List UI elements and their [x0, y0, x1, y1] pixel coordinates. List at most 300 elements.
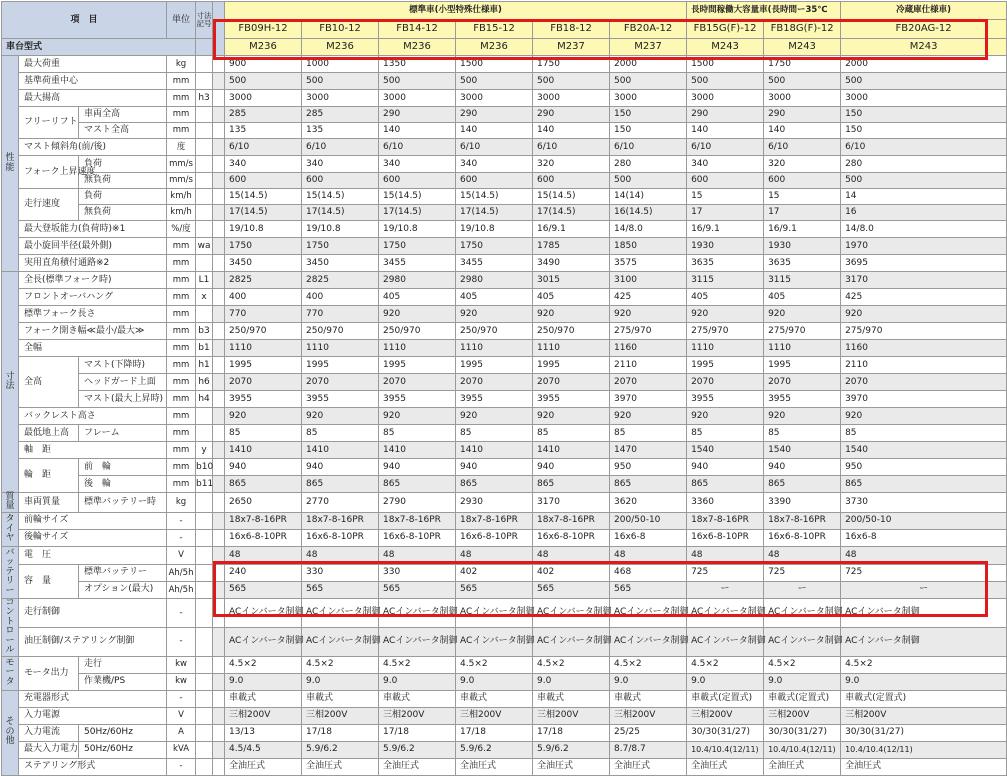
cell-value: 500: [610, 73, 687, 90]
row-item-label: 基準荷重中心: [19, 73, 167, 90]
row-sub-label: ヘッドガード上面: [79, 374, 167, 391]
cell-value: 940: [456, 459, 533, 476]
cell-value: 1110: [225, 340, 302, 357]
cell-value: 16/9.1: [687, 221, 764, 238]
chassis-code-blank: [196, 39, 213, 56]
row-sub-label: 後 輪: [79, 476, 167, 493]
cell-value: 565: [225, 581, 302, 598]
table-row: [2, 73, 1007, 90]
cell-value: 6/10: [225, 139, 302, 156]
cell-value: 425: [841, 289, 1007, 306]
cell-value: 1110: [456, 340, 533, 357]
cell-value: 三相200V: [225, 707, 302, 724]
row-dim-code: b3: [196, 323, 213, 340]
cell-value: 85: [610, 425, 687, 442]
row-gap: [213, 205, 225, 221]
row-sub-label: オプション(最大): [79, 581, 167, 598]
cell-value: 5.9/6.2: [379, 741, 456, 758]
row-dim-code: [196, 156, 213, 173]
cell-value: 2070: [533, 374, 610, 391]
row-item-label: 容 量: [19, 564, 79, 598]
cell-value: 290: [533, 107, 610, 123]
cell-value: 3955: [456, 391, 533, 408]
row-unit: mm/s: [167, 156, 196, 173]
cell-value: 30/30(31/27): [687, 724, 764, 741]
cell-value: 4.5×2: [610, 656, 687, 673]
cell-value: 1930: [687, 238, 764, 255]
cell-value: 全油圧式: [610, 758, 687, 775]
cell-value: 135: [302, 123, 379, 139]
cell-value: 4.5×2: [379, 656, 456, 673]
cell-value: 920: [533, 408, 610, 425]
cell-value: 920: [533, 306, 610, 323]
cell-value: 3000: [841, 90, 1007, 107]
chassis-7: M243: [764, 39, 841, 56]
cell-value: 9.0: [687, 673, 764, 690]
row-sub-label: マスト(下降時): [79, 357, 167, 374]
chassis-3: M236: [456, 39, 533, 56]
cell-value: 車載式: [456, 690, 533, 707]
row-unit: V: [167, 707, 196, 724]
table-row: [2, 707, 1007, 724]
cell-value: 865: [302, 476, 379, 493]
cell-value: 402: [456, 564, 533, 581]
table-row: [2, 173, 1007, 189]
cell-value: 4.5×2: [302, 656, 379, 673]
cell-value: 330: [302, 564, 379, 581]
cell-value: 400: [302, 289, 379, 306]
cell-value: 1000: [302, 56, 379, 73]
model-6: FB15G(F)-12: [687, 20, 764, 39]
cell-value: ACインバータ制御: [456, 598, 533, 627]
row-item-label: 走行制御: [19, 598, 167, 627]
cell-value: 2790: [379, 493, 456, 513]
chassis-label: 車台型式: [2, 39, 196, 56]
cell-value: 500: [841, 73, 1007, 90]
cell-value: 1160: [610, 340, 687, 357]
cell-value: 10.4/10.4(12/11): [687, 741, 764, 758]
row-gap: [213, 221, 225, 238]
cell-value: 85: [764, 425, 841, 442]
cell-value: 500: [841, 173, 1007, 189]
cell-value: 25/25: [610, 724, 687, 741]
row-unit: mm: [167, 425, 196, 442]
cell-value: ACインバータ制御: [302, 598, 379, 627]
row-dim-code: [196, 139, 213, 156]
row-gap: [213, 758, 225, 775]
model-4: FB18-12: [533, 20, 610, 39]
cell-value: 725: [841, 564, 1007, 581]
section-performance: 性 能: [2, 56, 19, 272]
cell-value: ACインバータ制御: [841, 598, 1007, 627]
cell-value: 4.5×2: [533, 656, 610, 673]
group-standard: 標準車(小型特殊仕様車): [225, 2, 687, 20]
row-unit: 度: [167, 139, 196, 156]
row-unit: mm: [167, 323, 196, 340]
cell-value: 1410: [225, 442, 302, 459]
row-item-label: モータ出力: [19, 656, 79, 690]
row-gap: [213, 581, 225, 598]
row-unit: km/h: [167, 205, 196, 221]
cell-value: 6/10: [533, 139, 610, 156]
cell-value: 16x6-8-10PR: [533, 529, 610, 546]
cell-value: 1540: [764, 442, 841, 459]
cell-value: 3170: [533, 493, 610, 513]
row-gap: [213, 56, 225, 73]
cell-value: 18x7-8-16PR: [533, 512, 610, 529]
cell-value: 14/8.0: [610, 221, 687, 238]
cell-value: 865: [610, 476, 687, 493]
row-sub-label: 作業機/PS: [79, 673, 167, 690]
cell-value: 18x7-8-16PR: [225, 512, 302, 529]
cell-value: 140: [533, 123, 610, 139]
cell-value: 865: [456, 476, 533, 493]
row-dim-code: b10: [196, 459, 213, 476]
table-row: [2, 476, 1007, 493]
row-dim-code: x: [196, 289, 213, 306]
cell-value: 405: [764, 289, 841, 306]
cell-value: 1995: [764, 357, 841, 374]
cell-value: 85: [533, 425, 610, 442]
row-dim-code: [196, 173, 213, 189]
cell-value: 2650: [225, 493, 302, 513]
row-sub-label: 負荷: [79, 189, 167, 205]
row-item-label: 全幅: [19, 340, 167, 357]
row-unit: -: [167, 529, 196, 546]
cell-value: 三相200V: [456, 707, 533, 724]
cell-value: 865: [533, 476, 610, 493]
cell-value: 9.0: [302, 673, 379, 690]
cell-value: 9.0: [533, 673, 610, 690]
cell-value: 920: [610, 408, 687, 425]
cell-value: 920: [379, 408, 456, 425]
row-gap: [213, 707, 225, 724]
cell-value: 3635: [764, 255, 841, 272]
cell-value: 920: [687, 306, 764, 323]
table-row: [2, 564, 1007, 581]
cell-value: 30/30(31/27): [764, 724, 841, 741]
cell-value: ー: [841, 581, 1007, 598]
group-freezer: 冷蔵庫仕様車): [841, 2, 1007, 20]
cell-value: 2070: [841, 374, 1007, 391]
cell-value: 18x7-8-16PR: [379, 512, 456, 529]
cell-value: 240: [225, 564, 302, 581]
cell-value: 48: [610, 546, 687, 564]
row-sub-label: 前 輪: [79, 459, 167, 476]
section-dimensions: 寸 法: [2, 272, 19, 493]
row-dim-code: [196, 758, 213, 775]
cell-value: 865: [764, 476, 841, 493]
cell-value: 全油圧式: [456, 758, 533, 775]
row-item-label: 実用直角積付通路※2: [19, 255, 167, 272]
cell-value: 770: [225, 306, 302, 323]
cell-value: 565: [610, 581, 687, 598]
table-row: [2, 323, 1007, 340]
row-item-label: 最大登坂能力(負荷時)※1: [19, 221, 167, 238]
cell-value: 3000: [687, 90, 764, 107]
row-unit: mm: [167, 90, 196, 107]
cell-value: 4.5×2: [841, 656, 1007, 673]
cell-value: 3015: [533, 272, 610, 289]
row-unit: mm: [167, 391, 196, 408]
cell-value: 19/10.8: [456, 221, 533, 238]
cell-value: 468: [610, 564, 687, 581]
cell-value: ACインバータ制御: [687, 627, 764, 656]
row-unit: mm: [167, 123, 196, 139]
unit-header: 単位: [167, 2, 196, 39]
cell-value: 1410: [533, 442, 610, 459]
cell-value: 340: [379, 156, 456, 173]
row-dim-code: b11: [196, 476, 213, 493]
cell-value: 600: [302, 173, 379, 189]
cell-value: 920: [841, 408, 1007, 425]
row-dim-code: wa: [196, 238, 213, 255]
cell-value: 865: [379, 476, 456, 493]
cell-value: 3450: [225, 255, 302, 272]
cell-value: 2980: [379, 272, 456, 289]
row-unit: %/度: [167, 221, 196, 238]
row-dim-code: [196, 73, 213, 90]
cell-value: 車載式: [379, 690, 456, 707]
cell-value: 565: [379, 581, 456, 598]
cell-value: 250/970: [302, 323, 379, 340]
cell-value: 18x7-8-16PR: [687, 512, 764, 529]
table-row: [2, 90, 1007, 107]
cell-value: 320: [533, 156, 610, 173]
cell-value: 1970: [841, 238, 1007, 255]
cell-value: 48: [302, 546, 379, 564]
cell-value: 48: [379, 546, 456, 564]
table-row: [2, 238, 1007, 255]
table-row: [2, 459, 1007, 476]
row-unit: kVA: [167, 741, 196, 758]
cell-value: 19/10.8: [379, 221, 456, 238]
cell-value: 車載式: [302, 690, 379, 707]
cell-value: 19/10.8: [302, 221, 379, 238]
spec-table: [1, 1, 1007, 776]
cell-value: 4.5×2: [225, 656, 302, 673]
row-dim-code: [196, 306, 213, 323]
cell-value: 290: [379, 107, 456, 123]
cell-value: 920: [302, 408, 379, 425]
cell-value: 3955: [533, 391, 610, 408]
cell-value: 425: [610, 289, 687, 306]
model-3: FB15-12: [456, 20, 533, 39]
cell-value: 3455: [456, 255, 533, 272]
row-dim-code: [196, 56, 213, 73]
row-item-label: 全長(標準フォーク時): [19, 272, 167, 289]
cell-value: 1995: [302, 357, 379, 374]
row-unit: Ah/5h: [167, 581, 196, 598]
cell-value: 16x6-8-10PR: [379, 529, 456, 546]
cell-value: 500: [764, 73, 841, 90]
cell-value: 4.5×2: [764, 656, 841, 673]
cell-value: 2070: [225, 374, 302, 391]
cell-value: 3955: [764, 391, 841, 408]
cell-value: 3000: [610, 90, 687, 107]
row-gap: [213, 289, 225, 306]
table-row: [2, 374, 1007, 391]
row-item-label: マスト傾斜角(前/後): [19, 139, 167, 156]
cell-value: 3170: [841, 272, 1007, 289]
cell-value: 3000: [456, 90, 533, 107]
cell-value: 565: [302, 581, 379, 598]
cell-value: 940: [379, 459, 456, 476]
cell-value: 1410: [456, 442, 533, 459]
cell-value: 15(14.5): [456, 189, 533, 205]
cell-value: 2000: [610, 56, 687, 73]
cell-value: 16x6-8-10PR: [456, 529, 533, 546]
cell-value: 1750: [225, 238, 302, 255]
row-gap: [213, 391, 225, 408]
cell-value: 600: [379, 173, 456, 189]
cell-value: 30/30(31/27): [841, 724, 1007, 741]
cell-value: 16/9.1: [764, 221, 841, 238]
row-dim-code: [196, 724, 213, 741]
model-7: FB18G(F)-12: [764, 20, 841, 39]
cell-value: 16x6-8-10PR: [764, 529, 841, 546]
table-row: [2, 546, 1007, 564]
cell-value: 5.9/6.2: [533, 741, 610, 758]
cell-value: 6/10: [687, 139, 764, 156]
row-sub-label: 負荷: [79, 156, 167, 173]
cell-value: 17(14.5): [379, 205, 456, 221]
cell-value: 16x6-8: [610, 529, 687, 546]
cell-value: 三相200V: [764, 707, 841, 724]
row-item-label: フリーリフト: [19, 107, 79, 139]
cell-value: 1785: [533, 238, 610, 255]
cell-value: 全油圧式: [687, 758, 764, 775]
cell-value: 6/10: [379, 139, 456, 156]
cell-value: 3955: [379, 391, 456, 408]
cell-value: 340: [687, 156, 764, 173]
cell-value: 85: [456, 425, 533, 442]
cell-value: 三相200V: [610, 707, 687, 724]
row-unit: mm: [167, 255, 196, 272]
cell-value: 2070: [302, 374, 379, 391]
cell-value: 1110: [687, 340, 764, 357]
cell-value: 48: [841, 546, 1007, 564]
table-row: [2, 289, 1007, 306]
cell-value: 920: [225, 408, 302, 425]
table-row: [2, 357, 1007, 374]
cell-value: 1500: [687, 56, 764, 73]
cell-value: 全油圧式: [764, 758, 841, 775]
row-unit: mm: [167, 476, 196, 493]
cell-value: 600: [764, 173, 841, 189]
row-item-label: 電 圧: [19, 546, 167, 564]
table-row: [2, 741, 1007, 758]
section-control: コントロール: [2, 598, 19, 656]
row-gap: [213, 107, 225, 123]
cell-value: 17/18: [533, 724, 610, 741]
table-row: [2, 673, 1007, 690]
row-item-label: 走行速度: [19, 189, 79, 221]
cell-value: ACインバータ制御: [687, 598, 764, 627]
row-item-label: 入力電源: [19, 707, 167, 724]
cell-value: ACインバータ制御: [379, 627, 456, 656]
row-unit: mm: [167, 107, 196, 123]
row-dim-code: h1: [196, 357, 213, 374]
cell-value: 15(14.5): [533, 189, 610, 205]
row-unit: -: [167, 690, 196, 707]
table-row: [2, 724, 1007, 741]
row-gap: [213, 512, 225, 529]
cell-value: 15(14.5): [379, 189, 456, 205]
row-item-label: ステアリング形式: [19, 758, 167, 775]
cell-value: 17/18: [456, 724, 533, 741]
row-gap: [213, 564, 225, 581]
row-gap: [213, 724, 225, 741]
cell-value: 275/970: [687, 323, 764, 340]
cell-value: 250/970: [456, 323, 533, 340]
row-gap: [213, 340, 225, 357]
model-2: FB14-12: [379, 20, 456, 39]
cell-value: 1995: [225, 357, 302, 374]
row-dim-code: [196, 408, 213, 425]
cell-value: 18x7-8-16PR: [764, 512, 841, 529]
cell-value: 500: [610, 173, 687, 189]
row-gap: [213, 408, 225, 425]
cell-value: 15: [764, 189, 841, 205]
table-row: [2, 493, 1007, 513]
cell-value: 275/970: [764, 323, 841, 340]
cell-value: 2070: [687, 374, 764, 391]
row-sub-label: マスト全高: [79, 123, 167, 139]
table-row: [2, 408, 1007, 425]
row-gap: [213, 442, 225, 459]
row-unit: mm: [167, 442, 196, 459]
table-row: [2, 123, 1007, 139]
cell-value: 16: [841, 205, 1007, 221]
row-item-label: 油圧制御/ステアリング制御: [19, 627, 167, 656]
section-battery: バッテリー: [2, 546, 19, 598]
cell-value: 340: [456, 156, 533, 173]
cell-value: 4.5×2: [687, 656, 764, 673]
cell-value: 18x7-8-16PR: [302, 512, 379, 529]
row-item-label: 後輪サイズ: [19, 529, 167, 546]
cell-value: 565: [533, 581, 610, 598]
cell-value: 920: [841, 306, 1007, 323]
section-tire: タイヤ: [2, 512, 19, 546]
row-dim-code: [196, 529, 213, 546]
cell-value: 1995: [533, 357, 610, 374]
cell-value: 1930: [764, 238, 841, 255]
cell-value: 2070: [379, 374, 456, 391]
cell-value: 330: [379, 564, 456, 581]
cell-value: 48: [687, 546, 764, 564]
table-row: [2, 306, 1007, 323]
table-row: [2, 627, 1007, 656]
row-item-label: バックレスト高さ: [19, 408, 167, 425]
cell-value: 3390: [764, 493, 841, 513]
row-dim-code: [196, 107, 213, 123]
row-sub-label: 50Hz/60Hz: [79, 724, 167, 741]
cell-value: 250/970: [225, 323, 302, 340]
row-item-label: 最大揚高: [19, 90, 167, 107]
row-item-label: 車両質量: [19, 493, 79, 513]
table-row: [2, 512, 1007, 529]
table-row: [2, 221, 1007, 238]
cell-value: 1750: [379, 238, 456, 255]
row-unit: Ah/5h: [167, 564, 196, 581]
cell-value: 1410: [302, 442, 379, 459]
cell-value: 500: [225, 73, 302, 90]
model-0: FB09H-12: [225, 20, 302, 39]
table-row: [2, 581, 1007, 598]
table-row: [2, 205, 1007, 221]
row-dim-code: [196, 493, 213, 513]
